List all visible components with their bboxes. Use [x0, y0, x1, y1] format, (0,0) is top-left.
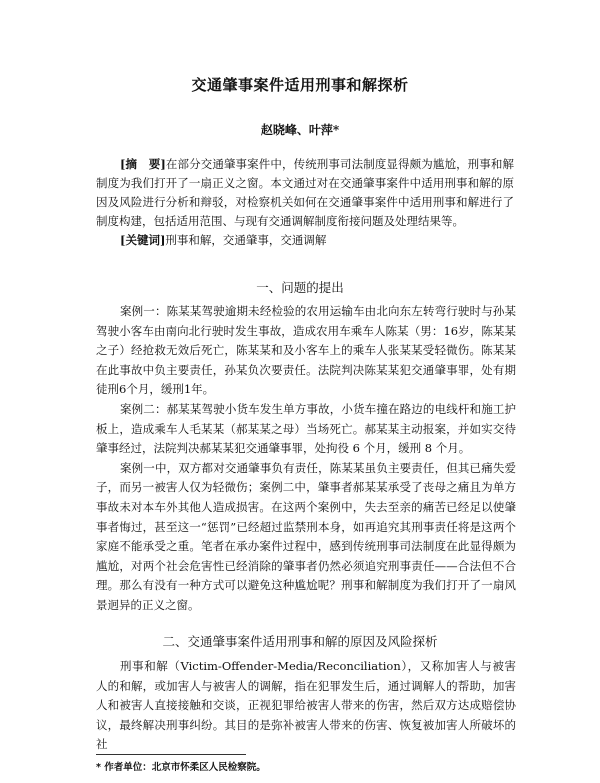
keywords-label: [关键词]: [120, 233, 166, 247]
section2-body: [96, 657, 516, 755]
keywords-text: 刑事和解，交通肇事，交通调解: [165, 233, 327, 247]
section1-heading: 一、问题的提出: [256, 280, 344, 295]
section1-paragraph: 案例二：郝某某驾驶小货车发生单方事故，小货车撞在路边的电线杆和施工护板上，造成乘车人毛某某（郝某某之母）当场死亡。郝某某主动报案，并如实交待肇事经过，法院判决郝某某犯交通肇事罪，处拘役 6 个月，缓刑 8 个月。: [96, 401, 516, 456]
abstract-block: [96, 155, 514, 250]
keywords-paragraph: [96, 231, 514, 250]
abstract-label: [摘 要]: [120, 157, 166, 171]
section2-paragraph: 刑事和解（Victim-Offender-Media/Reconciliation），又称加害人与被害人的和解，或加害人与被害人的调解，指在犯罪发生后，通过调解人的帮助，加害人和被害人直接接触和交谈，正视犯罪给被害人带来的伤害，然后双方达成赔偿协议，最终解决刑事纠纷。其目的是弥补被害人带来的伤害、恢复被加害人所破坏的社: [96, 659, 516, 752]
author-line: 赵晓峰、叶萍*: [260, 123, 340, 137]
footnote: * 作者单位：北京市怀柔区人民检察院。: [96, 762, 266, 773]
section1-body: [96, 302, 516, 616]
section1-paragraph: 案例一：陈某某驾驶逾期未经检验的农用运输车由北向东左转弯行驶时与孙某驾驶小客车由南向北行驶时发生事故，造成农用车乘车人陈某（男：16岁，陈某某之子）经抢救无效后死亡，陈某某和及小客车上的乘车人张某某受轻微伤。陈某某在此事故中负主要责任，孙某负次要责任。法院判决陈某某犯交通肇事罪，处有期徒刑6个月，缓刑1年。: [96, 304, 516, 397]
section1-paragraph: 案例一中，双方都对交通肇事负有责任，陈某某虽负主要责任，但其已痛失爱子，而另一被害人仅为轻微伤；案例二中，肇事者郝某某承受了丧母之痛且为单方事故未对本车外其他人造成损害。在这两个案例中，失去至亲的痛苦已经足以使肇事者悔过，甚至这一“惩罚”已经超过监禁刑本身，如再追究其刑事责任将是这两个家庭不能承受之重。笔者在承办案件过程中，感到传统刑事司法制度在此显得颇为尴尬，对两个社会危害性已经消除的肇事者仍然必须追究刑事责任——合法但不合理。那么有没有一种方式可以避免这种尴尬呢？刑事和解制度为我们打开了一扇风景迥异的正义之窗。: [96, 460, 516, 612]
paper-title: 交通肇事案件适用刑事和解探析: [191, 76, 409, 94]
section2-heading: 二、交通肇事案件适用刑事和解的原因及风险探析: [162, 634, 438, 649]
footnote-divider: [96, 754, 246, 755]
abstract-paragraph: [96, 155, 514, 231]
abstract-text: 在部分交通肇事案件中，传统刑事司法制度显得颇为尴尬，刑事和解制度为我们打开了一扇正义之窗。本文通过对在交通肇事案件中适用刑事和解的原因及风险进行分析和辩驳，对检察机关如何在交通肇事案件中适用刑事和解进行了制度构建，包括适用范围、与现有交通调解制度衔接问题及处理结果等。: [96, 157, 514, 228]
